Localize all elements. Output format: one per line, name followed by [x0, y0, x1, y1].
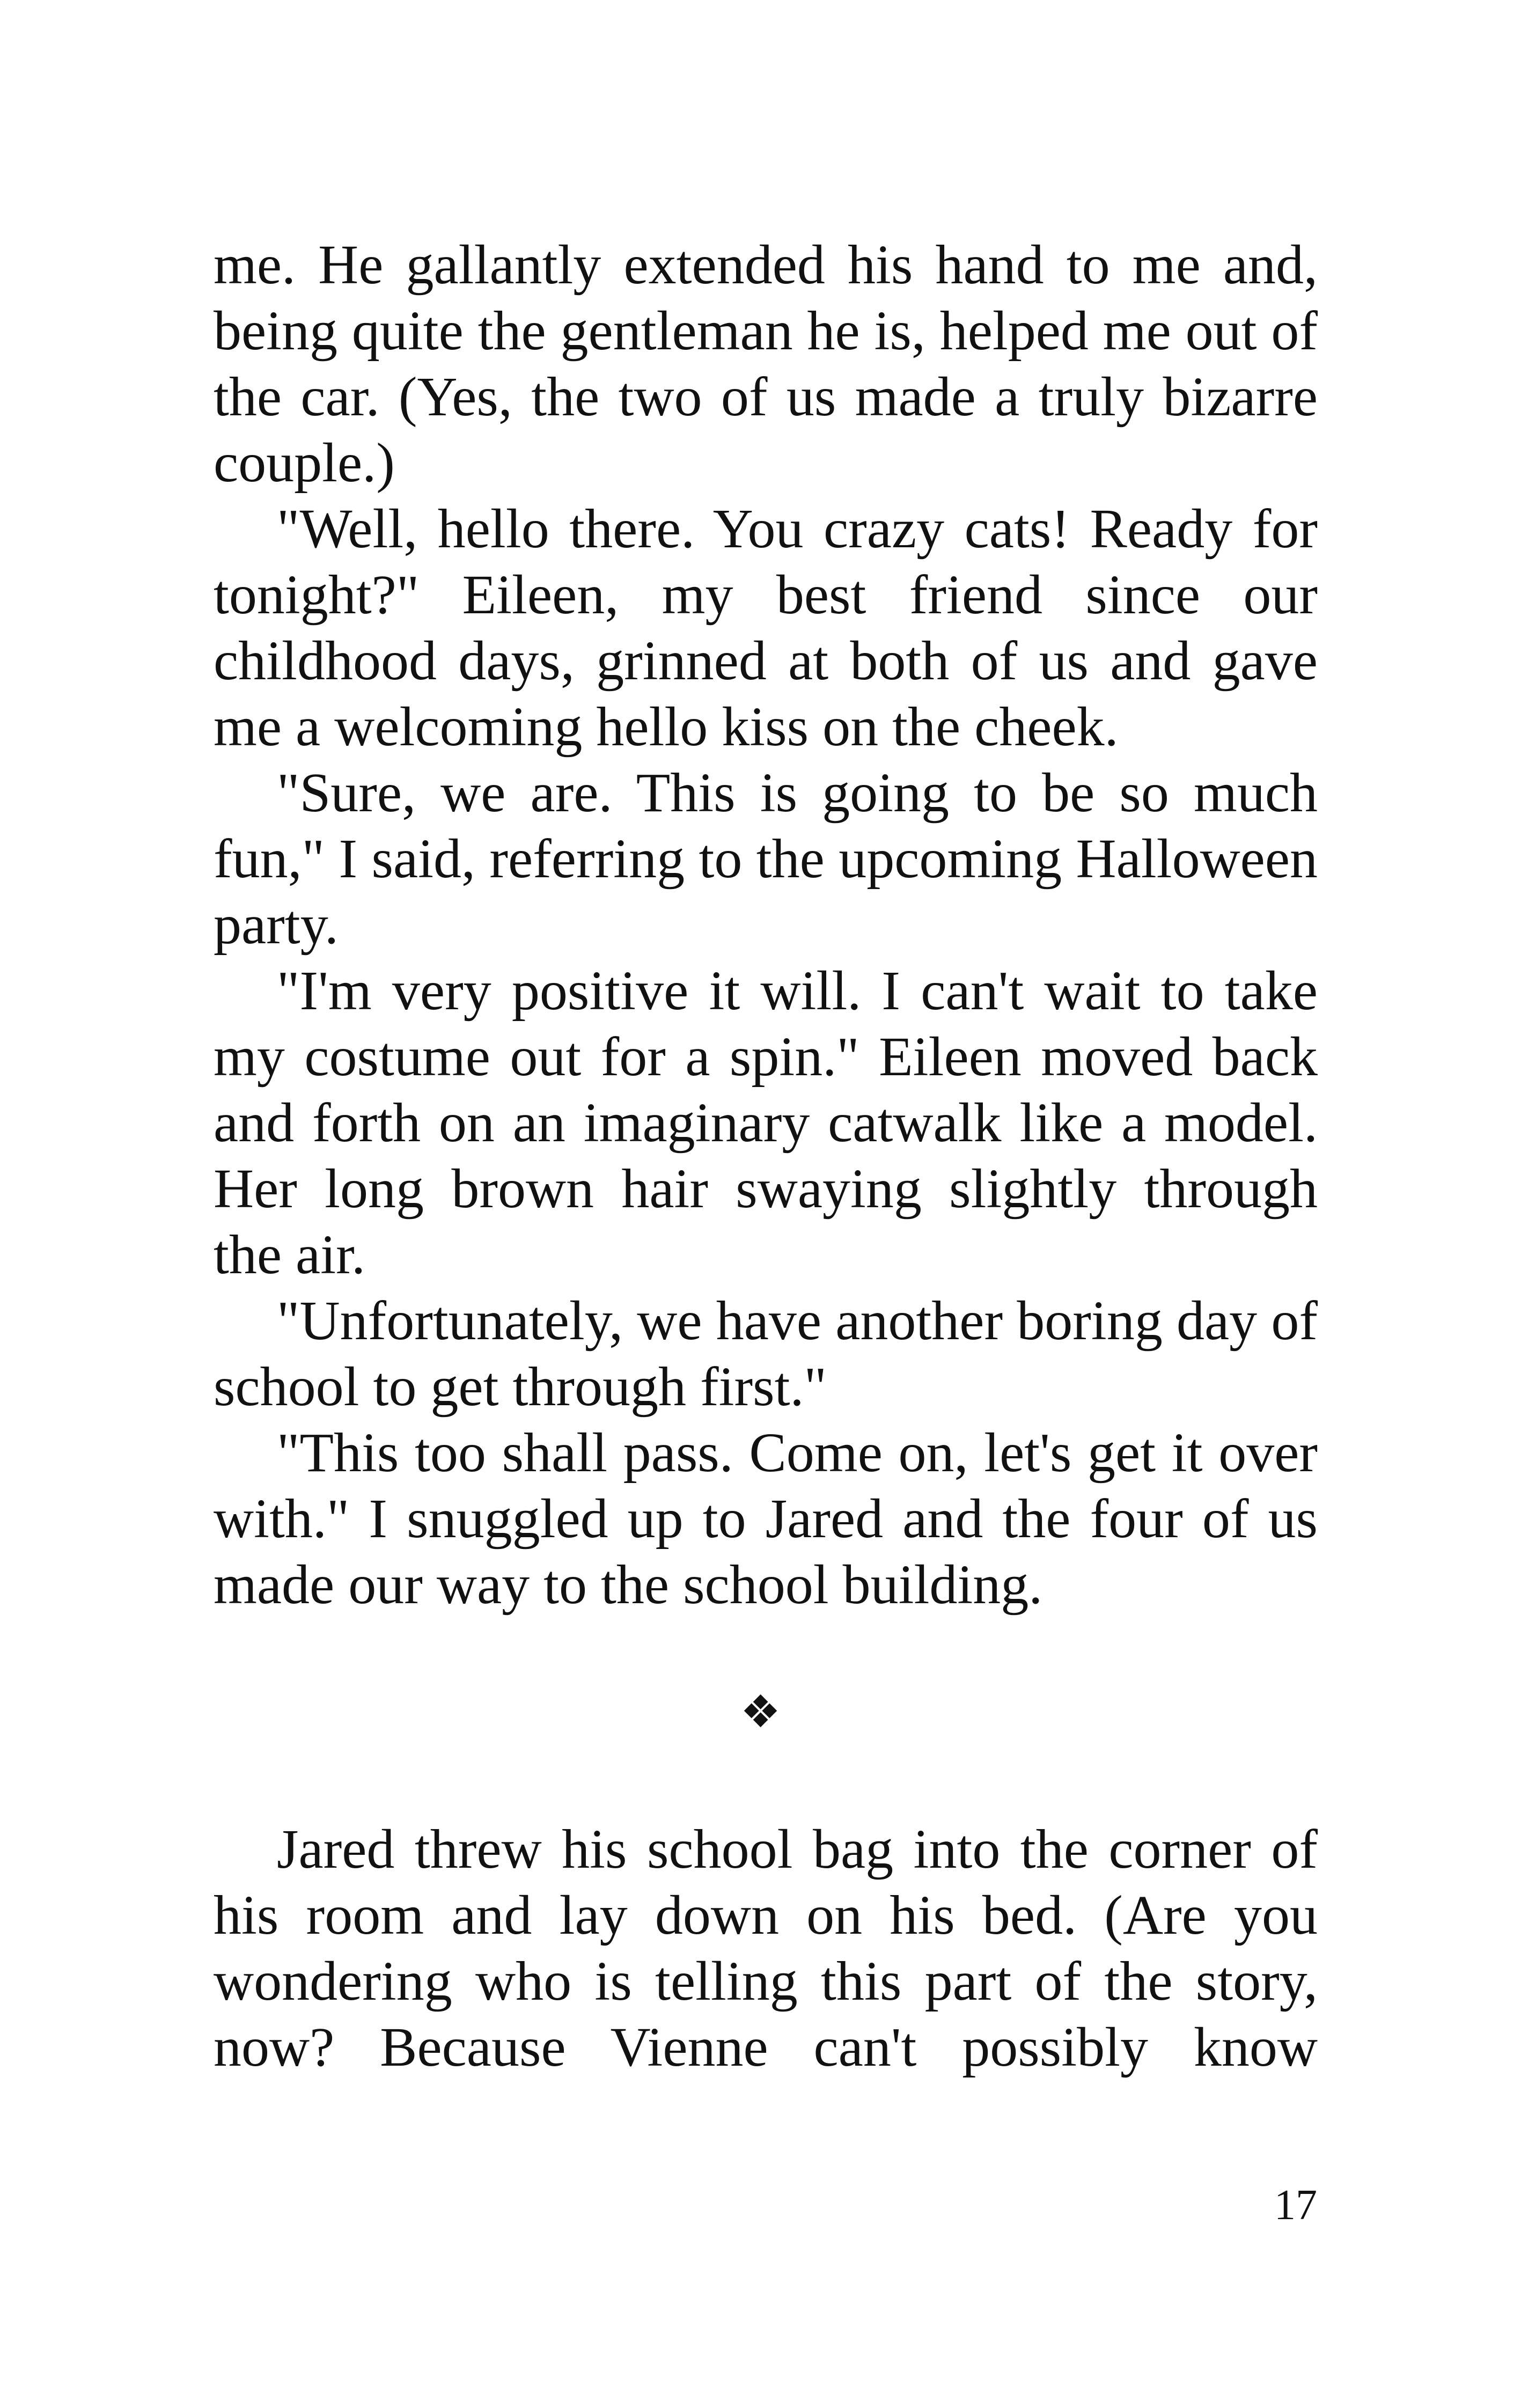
paragraph-7: Jared threw his school bag into the corner of his room and lay down on his bed. (Are you wondering who is telling this part of the story, now? Because Vienne can't possibly know: [214, 1818, 1318, 2078]
body-text-top: [214, 232, 1318, 1618]
paragraph-4: "I'm very positive it will. I can't wait to take my costume out for a spin." Eileen moved back and forth on an imaginary catwalk like a model. Her long brown hair swaying slightly through the air.: [214, 960, 1318, 1286]
paragraph-5: "Unfortunately, we have another boring day of school to get through first.": [214, 1290, 1318, 1418]
scene-break-ornament-icon: ❖: [740, 1685, 781, 1738]
paragraph-6: "This too shall pass. Come on, let's get it over with." I snuggled up to Jared and the four of us made our way to the school building.: [214, 1422, 1318, 1616]
body-text-bottom: [214, 1816, 1318, 2080]
page-number: 17: [1274, 2182, 1317, 2229]
paragraph-3: "Sure, we are. This is going to be so much fun," I said, referring to the upcoming Halloween party.: [214, 762, 1318, 956]
paragraph-1: me. He gallantly extended his hand to me and, being quite the gentleman he is, helped me out of the car. (Yes, the two of us made a truly bizarre couple.): [214, 234, 1318, 494]
paragraph-2: "Well, hello there. You crazy cats! Ready for tonight?" Eileen, my best friend since our childhood days, grinned at both of us and gave me a welcoming hello kiss on the cheek.: [214, 498, 1318, 758]
